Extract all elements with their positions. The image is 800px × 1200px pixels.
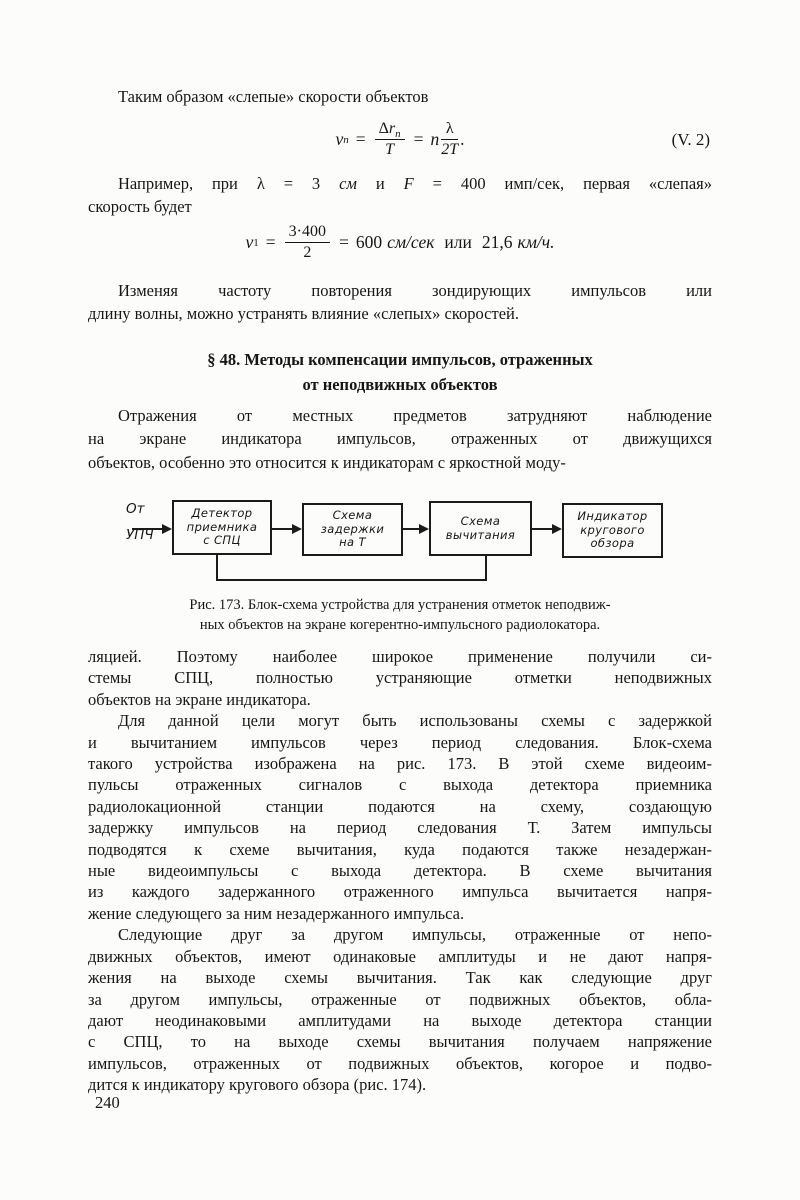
text-or: или <box>444 232 472 252</box>
text-segment: имп/сек, первая «слепая» <box>504 173 712 193</box>
numerator: 3·400 <box>285 223 330 243</box>
line: с СПЦ <box>203 533 241 548</box>
line: Детектор <box>191 506 253 521</box>
line: УПЧ <box>126 527 154 543</box>
text-line <box>88 195 712 219</box>
text-line: такого устройства изображена на рис. 173. В этой схеме видеоим- <box>88 754 712 774</box>
text-line: импульсов, отраженных от подвижных объектов, когорое и подво- <box>88 1053 712 1073</box>
text-line: подводятся к схеме вычитания, куда подаются также незадержан- <box>88 839 712 859</box>
lambda-symbol: λ <box>441 120 458 140</box>
equals-sign: = <box>339 232 349 252</box>
diagram-box-subtraction <box>429 501 532 556</box>
diagram-box-detector <box>172 500 272 555</box>
text-line: дится к индикатору кругового обзора (рис. 174). <box>88 1075 427 1095</box>
text-line: Отражения от местных предметов затрудняют наблюдение <box>118 405 712 425</box>
var-r: r <box>388 120 396 137</box>
diagram-box-delay <box>302 503 403 556</box>
line: на Т <box>339 535 366 550</box>
equation-number: (V. 2) <box>671 129 710 149</box>
text-line: жения на выходе схемы вычитания. Так как следующие друг <box>88 968 712 988</box>
delta-symbol: Δ <box>378 120 389 137</box>
text-line: ляцией. Поэтому наиболее широкое применение получили си- <box>88 647 712 666</box>
text-line: Следующие друг за другом импульсы, отраженные от непо- <box>118 925 712 945</box>
paragraph-changing-frequency <box>88 279 712 326</box>
line: обзора <box>590 536 635 551</box>
fraction-delta-r-over-T <box>375 120 405 159</box>
section-heading <box>88 347 712 397</box>
unit-cm: см <box>339 173 376 193</box>
body-text <box>88 646 712 1096</box>
math-F-value: = 400 <box>413 173 505 193</box>
paragraph-delay-scheme <box>88 710 712 924</box>
text-line: с СПЦ, то на выходе схемы вычитания получаем напряжение <box>88 1032 712 1052</box>
text-line: Для данной цели могут быть использованы схемы с задержкой <box>118 711 712 731</box>
fraction-3x400-over-2 <box>285 223 330 262</box>
text-segment: Например, при <box>118 173 257 193</box>
subscript-n: n <box>395 128 401 141</box>
paragraph-blind-speeds-intro <box>88 85 712 109</box>
text-line: жение следующего за ним незадержанного импульса. <box>88 903 465 923</box>
paragraph-example <box>88 172 712 219</box>
var-v: v <box>245 232 254 252</box>
text-line: пульсы отраженных сигналов с выхода детектора приемника <box>88 775 712 795</box>
line: От <box>126 501 145 517</box>
text-segment: скорость будет <box>88 197 192 216</box>
formula-body: v n = $\frac{\Delta r_n}{T}$ = n $\frac{\lambda}{2T}$ . <box>335 120 465 158</box>
unit-cm-per-sec: см/сек <box>387 232 435 252</box>
text-line: Таким образом «слепые» скорости объектов <box>118 87 429 106</box>
diagram-input-label <box>126 496 172 548</box>
var-F: F <box>403 173 414 193</box>
equals-sign: = <box>413 129 424 149</box>
text-line: из каждого задержанного отраженного импульса вычитается напря- <box>88 882 712 902</box>
equals-sign: = <box>355 129 366 149</box>
text-line: и вычитанием импульсов через период следования. Блок-схема <box>88 732 712 752</box>
text-line: радиолокационной станции подаются на схему, создающую <box>88 796 712 816</box>
formula-blind-speed <box>88 118 712 162</box>
text-line: объектов на экране индикатора. <box>88 689 311 709</box>
page-number: 240 <box>95 1093 120 1112</box>
line: вычитания <box>445 527 516 542</box>
line: приемника <box>186 519 258 534</box>
text-line: на экране индикатора импульсов, отраженных от движущихся <box>88 429 712 448</box>
paragraph-reflections <box>88 404 712 475</box>
section-heading-line1: § 48. Методы компенсации импульсов, отраженных <box>207 349 593 369</box>
unit-km-per-h: км/ч. <box>517 232 555 252</box>
arrowhead-icon <box>419 524 429 534</box>
line: Схема <box>332 508 373 523</box>
text-line: стемы СПЦ, полностью устраняющие отметки неподвижных <box>88 668 712 688</box>
text-line: задержку импульсов на период следования Т. Затем импульсы <box>88 818 712 838</box>
text-line: ные видеоимпульсы с выхода детектора. В схеме вычитания <box>88 861 712 881</box>
math-lambda-value: λ = 3 <box>256 173 340 193</box>
var-T: T <box>385 141 395 158</box>
text-line: движных объектов, имеют одинаковые амплитуды и не дают напря- <box>88 946 712 966</box>
text-line: за другом импульсы, отраженные от подвижных объектов, обла- <box>88 989 712 1009</box>
text-line <box>88 172 712 196</box>
denominator: 2 <box>303 244 312 261</box>
line: кругового <box>580 522 645 537</box>
var-v: v <box>335 129 344 149</box>
fraction-lambda-over-2T <box>441 120 458 159</box>
page-content <box>88 0 712 1096</box>
paragraph-modulation-systems <box>88 646 712 710</box>
figure-caption-line2: ных объектов на экране когерентно-импульсного радиолокатора. <box>199 617 601 633</box>
section-heading-line2: от неподвижных объектов <box>302 374 498 394</box>
equals-sign: = <box>265 232 276 252</box>
line: Индикатор <box>577 509 648 524</box>
paragraph-pulse-amplitudes <box>88 924 712 1095</box>
denominator-2T: 2T <box>441 141 459 158</box>
text-segment: и <box>375 173 404 193</box>
diagram-box-ppi-indicator <box>562 503 663 558</box>
result-value-kmh: 21,6 <box>481 232 513 252</box>
text-line: Изменяя частоту повторения зондирующих импульсов или <box>118 280 712 300</box>
period: . <box>460 129 465 149</box>
text-line: длину волны, можно устранять влияние «слепых» скоростей. <box>88 304 519 323</box>
figure-caption <box>88 595 712 635</box>
line: задержки <box>320 521 385 536</box>
result-value: 600 <box>355 232 383 252</box>
arrowhead-icon <box>552 524 562 534</box>
formula-body: v 1 = $\frac{3\cdot 400}{2}$ = 600 см/сек или 21,6 км/ч. <box>245 223 555 261</box>
text-line: дают неодинаковыми амплитудами на выходе детектора станции <box>88 1010 712 1030</box>
line: Схема <box>460 514 501 528</box>
text-line: объектов, особенно это относится к индикаторам с яркостной моду- <box>88 452 566 472</box>
block-diagram-fig173 <box>88 490 712 587</box>
formula-first-blind-speed <box>88 221 712 265</box>
arrowhead-icon <box>292 524 302 534</box>
var-n: n <box>430 129 440 149</box>
figure-caption-line1: Рис. 173. Блок-схема устройства для устранения отметок неподвиж- <box>189 597 611 613</box>
